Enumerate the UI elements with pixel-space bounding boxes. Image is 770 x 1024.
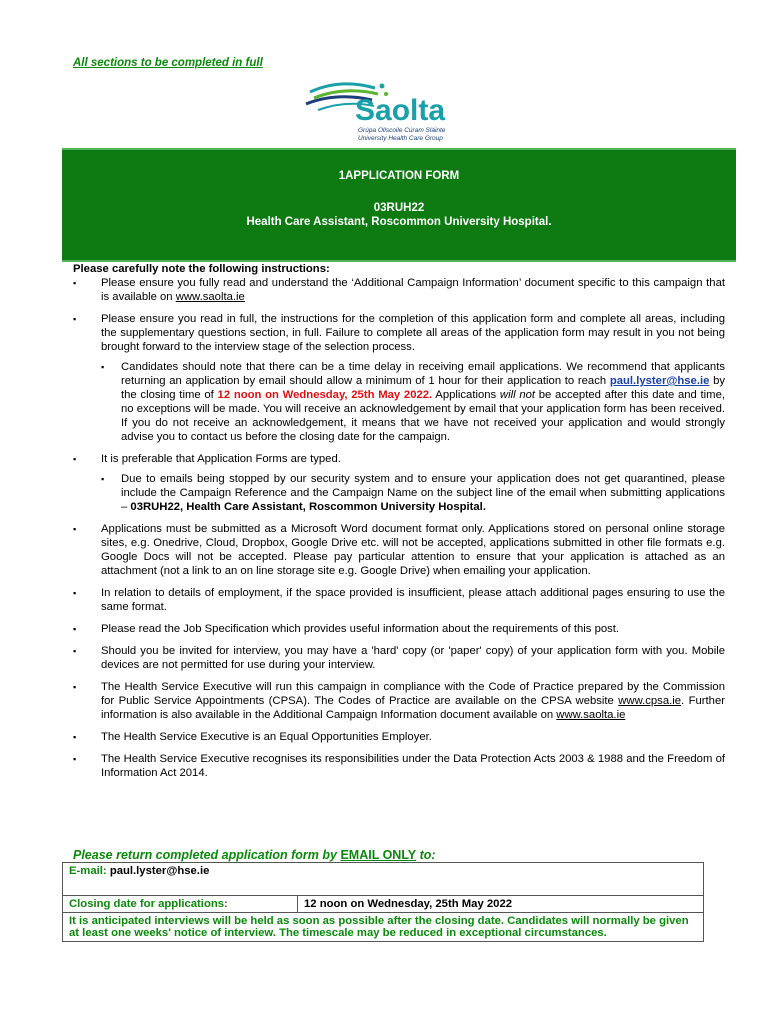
- list-item: ▪ Should you be invited for interview, you may have a 'hard' copy (or 'paper' copy) of your application form with you. Mobile devices are not permitted for use during your interview.: [73, 644, 725, 672]
- saolta-logo: [300, 74, 490, 146]
- instructions-heading: Please carefully note the following instructions:: [73, 263, 330, 275]
- logo-tagline-2: University Health Care Group: [358, 135, 443, 142]
- email-link[interactable]: paul.lyster@hse.ie: [609, 375, 710, 387]
- logo-tagline-1: Grúpa Ollscoile Cúram Sláinte: [358, 127, 446, 134]
- saolta-link[interactable]: www.saolta.ie: [175, 291, 245, 303]
- deadline-text: 12 noon on Wednesday, 25th May 2022.: [217, 389, 433, 401]
- form-title: 1APPLICATION FORM: [338, 170, 460, 182]
- closing-value: 12 noon on Wednesday, 25th May 2022: [304, 898, 513, 910]
- list-item: ▪ Please ensure you read in full, the instructions for the completion of this application form and complete all areas, including the supplementary questions section, in full. Failure to complete all areas of the application form may result in you not being brought forward to the interview stage of the selection process. ▪ Candidates should note that there can be a time delay in receiving email applications. We recommend that applicants returning an application by email should allow a minimum of 1 hour for their application to reach paul.lyster@hse.ie by the closing time of 12 noon on Wednesday, 25th May 2022. Applications will not be accepted after this date and time, no exceptions will be made. You will receive an acknowledgement by email that your application form has been received. If you do not receive an acknowledgement, it means that we have not received your application and would strongly advise you to contact us before the closing date for the campaign.: [73, 312, 725, 444]
- list-item: ▪ Applications must be submitted as a Microsoft Word document format only. Applications stored on personal online storage sites, e.g. Onedrive, Cloud, Dropbox, Google Drive etc. will not be accepted, applications submitted in other file formats e.g. Google Docs will not be accepted. Please pay particular attention to ensure that your application is attached as an attachment (not a link to an on line storage site e.g. Google Drive) when emailing your application.: [73, 522, 725, 578]
- closing-label: Closing date for applications:: [69, 898, 228, 910]
- title-banner: [62, 148, 736, 262]
- table-row: [63, 863, 704, 896]
- instructions-section: [73, 262, 725, 788]
- logo-name: Saolta: [355, 94, 446, 127]
- list-item: ▪ Please ensure you fully read and understand the ‘Additional Campaign Information’ document specific to this campaign that is available on www.saolta.ie: [73, 276, 725, 304]
- table-row: [63, 896, 704, 913]
- email-label: E-mail:: [69, 865, 107, 877]
- table-row: [63, 913, 704, 942]
- list-item: ▪ The Health Service Executive will run this campaign in compliance with the Code of Practice prepared by the Commission for Public Service Appointments (CPSA). The Codes of Practice are available on the CPSA website www.cpsa.ie. Further information is also available in the Additional Campaign Information document available on www.saolta.ie: [73, 680, 725, 722]
- email-value: paul.lyster@hse.ie: [109, 865, 210, 877]
- position-title: Health Care Assistant, Roscommon University Hospital.: [246, 216, 552, 228]
- interview-note: It is anticipated interviews will be held as soon as possible after the closing date. Candidates will normally be given at least one weeks' notice of interview. The timescale may be reduced in exceptional circumstances.: [69, 915, 689, 939]
- top-note: All sections to be completed in full: [73, 57, 263, 69]
- sub-list-item: ▪ Due to emails being stopped by our security system and to ensure your application does not get quarantined, please include the Campaign Reference and the Campaign Name on the subject line of the email when submitting applications – 03RUH22, Health Care Assistant, Roscommon University Hospital.: [101, 472, 725, 514]
- return-title: Please return completed application form by EMAIL ONLY to:: [73, 848, 436, 862]
- saolta-link[interactable]: www.saolta.ie: [556, 709, 626, 721]
- cpsa-link[interactable]: www.cpsa.ie: [618, 695, 682, 707]
- list-item: ▪ The Health Service Executive recognises its responsibilities under the Data Protection Acts 2003 & 1988 and the Freedom of Information Act 2014.: [73, 752, 725, 780]
- return-info-table: [62, 862, 704, 942]
- list-item: ▪ It is preferable that Application Forms are typed. ▪ Due to emails being stopped by our security system and to ensure your application does not get quarantined, please include the Campaign Reference and the Campaign Name on the subject line of the email when submitting applications – 03RUH22, Health Care Assistant, Roscommon University Hospital.: [73, 452, 725, 514]
- list-item: ▪ The Health Service Executive is an Equal Opportunities Employer.: [73, 730, 725, 744]
- list-item: ▪ Please read the Job Specification which provides useful information about the requirements of this post.: [73, 622, 725, 636]
- campaign-reference: 03RUH22: [373, 202, 425, 214]
- list-item: ▪ In relation to details of employment, if the space provided is insufficient, please attach additional pages ensuring to use the same format.: [73, 586, 725, 614]
- sub-list-item: ▪ Candidates should note that there can be a time delay in receiving email applications. We recommend that applicants returning an application by email should allow a minimum of 1 hour for their application to reach paul.lyster@hse.ie by the closing time of 12 noon on Wednesday, 25th May 2022. Applications will not be accepted after this date and time, no exceptions will be made. You will receive an acknowledgement by email that your application form has been received. If you do not receive an acknowledgement, it means that we have not received your application and would strongly advise you to contact us before the closing date for the campaign.: [101, 360, 725, 444]
